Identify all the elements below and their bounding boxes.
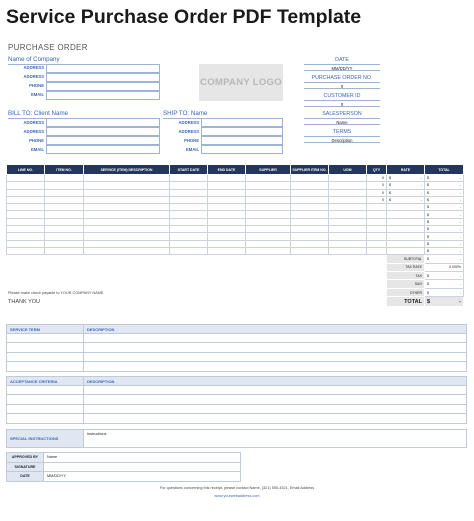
qty-cell[interactable]: 0 (367, 196, 387, 203)
item-no-cell[interactable] (45, 189, 84, 196)
rate-cell[interactable] (387, 204, 425, 211)
acceptance-criteria-table (6, 376, 467, 424)
col-qty: QTY (367, 165, 387, 175)
service-description-cell[interactable] (84, 343, 467, 352)
other-currency: $ (427, 290, 429, 295)
rate-cell[interactable] (387, 233, 425, 240)
qty-cell[interactable] (367, 211, 387, 218)
total-row (7, 297, 464, 307)
uom-cell[interactable] (329, 218, 367, 225)
end-date-cell[interactable] (208, 196, 246, 203)
total-cell (425, 182, 464, 189)
end-date-cell[interactable] (208, 218, 246, 225)
date-label: DATE (335, 57, 349, 63)
supplier-cell[interactable] (246, 218, 291, 225)
supplier-cell[interactable] (246, 247, 291, 254)
qty-cell[interactable] (367, 218, 387, 225)
terms-value[interactable]: Description (304, 136, 380, 143)
ship-to-address-label: ADDRESS (178, 120, 199, 125)
ship-to-address2-field[interactable] (201, 127, 283, 136)
uom-cell[interactable] (329, 233, 367, 240)
service-term-cell[interactable] (7, 352, 84, 361)
description-cell[interactable] (84, 189, 170, 196)
rate-currency: $ (389, 198, 391, 203)
shipping-currency: $ (427, 282, 429, 287)
line-no-cell[interactable] (7, 182, 45, 189)
description-cell[interactable] (84, 204, 170, 211)
ship-to-email-field[interactable] (201, 145, 283, 154)
supplier-item-no-cell[interactable] (291, 233, 329, 240)
acceptance-description-cell[interactable] (84, 395, 467, 404)
shipping-amount: - (459, 282, 461, 287)
supplier-item-no-cell[interactable] (291, 218, 329, 225)
table-row (7, 247, 464, 254)
approved-by-label: APPROVED BY (7, 453, 44, 463)
shipping-row (7, 280, 464, 288)
col-uom: UOM (329, 165, 367, 175)
total-amount: - (459, 198, 461, 203)
start-date-cell[interactable] (170, 226, 208, 233)
uom-cell[interactable] (329, 240, 367, 247)
items-header-row (7, 165, 464, 175)
footer-website[interactable]: www.yourwebaddress.com (214, 494, 260, 498)
acceptance-criteria-cell[interactable] (7, 395, 84, 404)
line-no-cell[interactable] (7, 240, 45, 247)
approval-date-field[interactable]: MM/DD/YY (44, 472, 241, 482)
supplier-item-no-cell[interactable] (291, 247, 329, 254)
line-no-cell[interactable] (7, 233, 45, 240)
qty-cell[interactable] (367, 240, 387, 247)
table-row (7, 343, 467, 352)
items-table (6, 164, 464, 307)
start-date-cell[interactable] (170, 218, 208, 225)
approval-table (6, 452, 241, 482)
qty-cell[interactable] (367, 226, 387, 233)
tax-amount: - (459, 273, 461, 278)
rate-cell[interactable] (387, 189, 425, 196)
acceptance-description-cell[interactable] (84, 404, 467, 413)
ship-to-heading: SHIP TO: Name (163, 110, 208, 117)
company-logo: COMPANY LOGO (199, 64, 283, 101)
table-row (7, 352, 467, 361)
line-no-cell[interactable] (7, 189, 45, 196)
bill-to-heading: BILL TO: Client Name (8, 110, 69, 117)
supplier-cell[interactable] (246, 182, 291, 189)
total-currency: $ (427, 249, 429, 254)
col-total: TOTAL (425, 165, 464, 175)
acceptance-header (7, 377, 467, 386)
service-description-cell[interactable] (84, 334, 467, 343)
company-name: Name of Company (8, 56, 60, 63)
service-description-cell[interactable] (84, 352, 467, 361)
item-no-cell[interactable] (45, 247, 84, 254)
acceptance-description-cell[interactable] (84, 414, 467, 423)
service-description-header: DESCRIPTION (84, 325, 467, 334)
supplier-cell[interactable] (246, 189, 291, 196)
company-address2-field[interactable] (46, 73, 160, 82)
rate-amount: - (420, 176, 422, 181)
item-no-cell[interactable] (45, 211, 84, 218)
bill-to-address-field[interactable] (46, 118, 160, 127)
ship-to-phone-label: PHONE (184, 138, 199, 143)
total-currency: $ (427, 234, 429, 239)
customer-id-value[interactable]: 0 (304, 100, 380, 107)
other-label: OTHER (387, 288, 425, 296)
description-cell[interactable] (84, 196, 170, 203)
end-date-cell[interactable] (208, 175, 246, 182)
end-date-cell[interactable] (208, 233, 246, 240)
table-row (7, 196, 464, 203)
company-address2-label: ADDRESS (23, 74, 44, 79)
shipping-value[interactable] (425, 280, 464, 288)
total-currency: $ (427, 205, 429, 210)
acceptance-description-header: DESCRIPTION (84, 377, 467, 386)
tax-rate-amount: 0.000% (449, 265, 461, 270)
subtotal-value (425, 255, 464, 263)
start-date-cell[interactable] (170, 175, 208, 182)
total-cell (425, 204, 464, 211)
thank-you: THANK YOU (8, 299, 40, 305)
table-row (7, 362, 467, 371)
col-rate: RATE (387, 165, 425, 175)
rate-amount: - (420, 190, 422, 195)
rate-currency: $ (389, 183, 391, 188)
supplier-item-no-cell[interactable] (291, 196, 329, 203)
item-no-cell[interactable] (45, 182, 84, 189)
total-amount: - (459, 219, 461, 224)
table-row (7, 189, 464, 196)
table-row (7, 334, 467, 343)
purchase-order-heading: PURCHASE ORDER (8, 43, 88, 52)
supplier-item-no-cell[interactable] (291, 175, 329, 182)
tax-row (7, 272, 464, 280)
start-date-cell[interactable] (170, 189, 208, 196)
supplier-cell[interactable] (246, 196, 291, 203)
special-instructions-field[interactable]: Instructions (84, 430, 467, 448)
col-supplier-item-no: SUPPLIER ITEM NO. (291, 165, 329, 175)
rate-cell[interactable] (387, 211, 425, 218)
table-row (7, 226, 464, 233)
line-no-cell[interactable] (7, 226, 45, 233)
uom-cell[interactable] (329, 182, 367, 189)
other-amount: - (459, 290, 461, 295)
end-date-cell[interactable] (208, 204, 246, 211)
service-description-cell[interactable] (84, 362, 467, 371)
supplier-item-no-cell[interactable] (291, 189, 329, 196)
table-row (7, 233, 464, 240)
customer-id-label: CUSTOMER ID (323, 93, 361, 99)
total-amount: - (459, 176, 461, 181)
col-item-no: ITEM NO. (45, 165, 84, 175)
page-title: Service Purchase Order PDF Template (6, 6, 362, 28)
total-amount: - (459, 298, 461, 305)
service-terms-header (7, 325, 467, 334)
total-currency: $ (427, 241, 429, 246)
salesperson-label: SALESPERSON (322, 111, 362, 117)
company-address-field[interactable] (46, 64, 160, 73)
date-value[interactable]: MM/DD/YY (304, 64, 380, 71)
description-cell[interactable] (84, 182, 170, 189)
rate-cell[interactable] (387, 247, 425, 254)
rate-currency: $ (389, 176, 391, 181)
bill-to-phone-field[interactable] (46, 136, 160, 145)
special-instructions-table (6, 429, 467, 448)
description-cell[interactable] (84, 218, 170, 225)
table-row (7, 414, 467, 423)
total-cell (425, 226, 464, 233)
total-currency: $ (427, 183, 429, 188)
acceptance-criteria-cell[interactable] (7, 404, 84, 413)
col-start-date: START DATE (170, 165, 208, 175)
rate-cell[interactable] (387, 182, 425, 189)
tax-rate-value[interactable] (425, 263, 464, 271)
total-amount: - (459, 212, 461, 217)
item-no-cell[interactable] (45, 175, 84, 182)
total-currency: $ (427, 298, 431, 305)
uom-cell[interactable] (329, 247, 367, 254)
service-term-cell[interactable] (7, 334, 84, 343)
total-currency: $ (427, 176, 429, 181)
total-cell (425, 240, 464, 247)
supplier-item-no-cell[interactable] (291, 182, 329, 189)
total-cell (425, 218, 464, 225)
signature-label: SIGNATURE (7, 462, 44, 472)
col-line-no: LINE NO. (7, 165, 45, 175)
service-term-cell[interactable] (7, 343, 84, 352)
uom-cell[interactable] (329, 226, 367, 233)
table-row (7, 386, 467, 395)
total-amount: - (459, 234, 461, 239)
ship-to-address-field[interactable] (201, 118, 283, 127)
approved-by-field[interactable]: Name (44, 453, 241, 463)
total-cell (425, 175, 464, 182)
bill-to-phone-label: PHONE (29, 138, 44, 143)
line-no-cell[interactable] (7, 247, 45, 254)
rate-cell[interactable] (387, 218, 425, 225)
end-date-cell[interactable] (208, 226, 246, 233)
end-date-cell[interactable] (208, 247, 246, 254)
supplier-cell[interactable] (246, 233, 291, 240)
table-row (7, 182, 464, 189)
bill-to-email-field[interactable] (46, 145, 160, 154)
total-amount: - (459, 183, 461, 188)
start-date-cell[interactable] (170, 211, 208, 218)
item-no-cell[interactable] (45, 204, 84, 211)
signature-field[interactable] (44, 462, 241, 472)
approved-by-row (7, 453, 241, 463)
total-amount: - (459, 227, 461, 232)
total-amount: - (459, 190, 461, 195)
salesperson-value[interactable]: Name (304, 118, 380, 125)
po-number-value[interactable]: 0 (304, 82, 380, 89)
supplier-cell[interactable] (246, 204, 291, 211)
tax-rate-label: TAX RATE (387, 263, 425, 271)
special-instructions-row (7, 430, 467, 448)
start-date-cell[interactable] (170, 233, 208, 240)
acceptance-criteria-cell[interactable] (7, 386, 84, 395)
table-row (7, 404, 467, 413)
uom-cell[interactable] (329, 189, 367, 196)
qty-cell[interactable] (367, 204, 387, 211)
total-label: TOTAL (387, 297, 425, 307)
table-row (7, 240, 464, 247)
total-cell (425, 247, 464, 254)
supplier-item-no-cell[interactable] (291, 226, 329, 233)
total-currency: $ (427, 227, 429, 232)
item-no-cell[interactable] (45, 226, 84, 233)
uom-cell[interactable] (329, 211, 367, 218)
total-cell (425, 196, 464, 203)
tax-value (425, 272, 464, 280)
bill-to-address-label: ADDRESS (23, 120, 44, 125)
company-email-field[interactable] (46, 91, 160, 100)
rate-cell[interactable] (387, 175, 425, 182)
description-cell[interactable] (84, 247, 170, 254)
col-description: SERVICE (ITEM) DESCRIPTION (84, 165, 170, 175)
end-date-cell[interactable] (208, 182, 246, 189)
start-date-cell[interactable] (170, 247, 208, 254)
total-currency: $ (427, 212, 429, 217)
description-cell[interactable] (84, 240, 170, 247)
supplier-item-no-cell[interactable] (291, 211, 329, 218)
payable-note: Please make check payable to YOUR COMPANY NAME. (8, 291, 105, 295)
supplier-item-no-cell[interactable] (291, 204, 329, 211)
start-date-cell[interactable] (170, 196, 208, 203)
bill-to-email-label: EMAIL (30, 147, 44, 152)
subtotal-row (7, 255, 464, 263)
total-value (425, 297, 464, 307)
total-currency: $ (427, 190, 429, 195)
description-cell[interactable] (84, 226, 170, 233)
qty-cell[interactable]: 0 (367, 182, 387, 189)
col-end-date: END DATE (208, 165, 246, 175)
service-term-cell[interactable] (7, 362, 84, 371)
supplier-cell[interactable] (246, 211, 291, 218)
end-date-cell[interactable] (208, 240, 246, 247)
footer-contact: For questions concerning this receipt, please contact Name, (321) 555-4321, Email Address (159, 486, 315, 490)
approval-date-row (7, 472, 241, 482)
supplier-item-no-cell[interactable] (291, 240, 329, 247)
description-cell[interactable] (84, 233, 170, 240)
company-phone-label: PHONE (29, 83, 44, 88)
ship-to-address2-label: ADDRESS (178, 129, 199, 134)
total-amount: - (459, 241, 461, 246)
supplier-cell[interactable] (246, 175, 291, 182)
rate-amount: - (420, 198, 422, 203)
total-cell (425, 233, 464, 240)
uom-cell[interactable] (329, 196, 367, 203)
ship-to-phone-field[interactable] (201, 136, 283, 145)
qty-cell[interactable] (367, 233, 387, 240)
table-row (7, 218, 464, 225)
company-email-label: EMAIL (30, 92, 44, 97)
other-value[interactable] (425, 288, 464, 296)
table-row (7, 211, 464, 218)
company-phone-field[interactable] (46, 82, 160, 91)
description-cell[interactable] (84, 211, 170, 218)
subtotal-currency: $ (427, 256, 429, 261)
uom-cell[interactable] (329, 204, 367, 211)
table-row (7, 175, 464, 182)
line-no-cell[interactable] (7, 211, 45, 218)
total-amount: - (459, 249, 461, 254)
end-date-cell[interactable] (208, 211, 246, 218)
tax-currency: $ (427, 273, 429, 278)
rate-amount: - (420, 183, 422, 188)
qty-cell[interactable]: 0 (367, 175, 387, 182)
acceptance-criteria-header: ACCEPTANCE CRITERIA (7, 377, 84, 386)
item-no-cell[interactable] (45, 196, 84, 203)
total-cell (425, 189, 464, 196)
subtotal-label: SUBTOTAL (387, 255, 425, 263)
item-no-cell[interactable] (45, 218, 84, 225)
tax-label: TAX (387, 272, 425, 280)
terms-label: TERMS (332, 129, 352, 135)
description-cell[interactable] (84, 175, 170, 182)
line-no-cell[interactable] (7, 204, 45, 211)
tax-rate-row (7, 263, 464, 271)
shipping-label: S&H (387, 280, 425, 288)
qty-cell[interactable]: 0 (367, 189, 387, 196)
bill-to-address2-field[interactable] (46, 127, 160, 136)
col-supplier: SUPPLIER (246, 165, 291, 175)
total-amount: - (459, 205, 461, 210)
total-cell (425, 211, 464, 218)
po-number-label: PURCHASE ORDER NO. (311, 75, 373, 81)
rate-cell[interactable] (387, 226, 425, 233)
rate-currency: $ (389, 190, 391, 195)
end-date-cell[interactable] (208, 189, 246, 196)
uom-cell[interactable] (329, 175, 367, 182)
bill-to-address2-label: ADDRESS (23, 129, 44, 134)
start-date-cell[interactable] (170, 240, 208, 247)
signature-row (7, 462, 241, 472)
table-row (7, 395, 467, 404)
table-row (7, 204, 464, 211)
line-no-cell[interactable] (7, 175, 45, 182)
line-no-cell[interactable] (7, 218, 45, 225)
total-currency: $ (427, 219, 429, 224)
acceptance-description-cell[interactable] (84, 386, 467, 395)
rate-cell[interactable] (387, 240, 425, 247)
acceptance-criteria-cell[interactable] (7, 414, 84, 423)
line-no-cell[interactable] (7, 196, 45, 203)
item-no-cell[interactable] (45, 240, 84, 247)
start-date-cell[interactable] (170, 182, 208, 189)
start-date-cell[interactable] (170, 204, 208, 211)
item-no-cell[interactable] (45, 233, 84, 240)
approval-date-label: DATE (7, 472, 44, 482)
supplier-cell[interactable] (246, 226, 291, 233)
subtotal-amount: - (459, 256, 461, 261)
service-term-header: SERVICE TERM (7, 325, 84, 334)
ship-to-email-label: EMAIL (185, 147, 199, 152)
supplier-cell[interactable] (246, 240, 291, 247)
qty-cell[interactable] (367, 247, 387, 254)
company-address-label: ADDRESS (23, 65, 44, 70)
special-instructions-label: SPECIAL INSTRUCTIONS (7, 430, 84, 448)
total-currency: $ (427, 198, 429, 203)
service-terms-table (6, 324, 467, 372)
rate-cell[interactable] (387, 196, 425, 203)
